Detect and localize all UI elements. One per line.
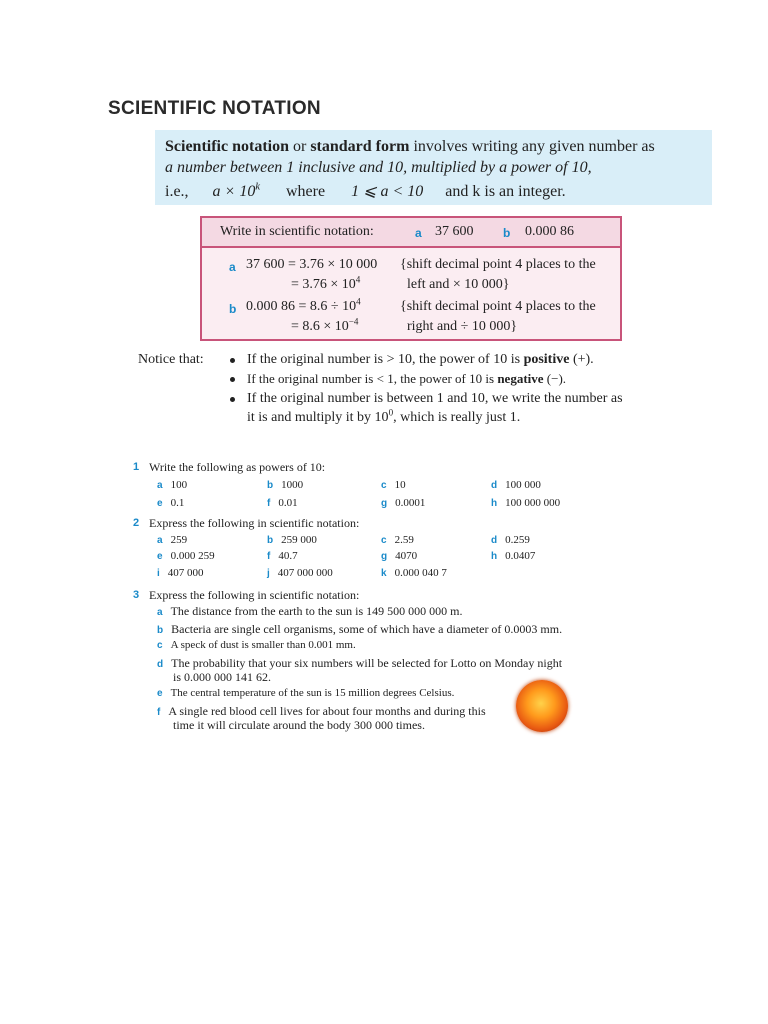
q1-item-a — [157, 479, 187, 491]
item-value: The central temperature of the sun is 15 million degrees Celsius. — [170, 687, 455, 699]
definition-box — [155, 130, 712, 205]
solution-b-exponent: 4 — [356, 296, 361, 307]
q1-item-b — [267, 479, 303, 491]
item-value: A single red blood cell lives for about four months and during this — [168, 704, 486, 718]
solution-a-line1: 37 600 = 3.76 × 10 000 — [246, 257, 378, 272]
question-1-text: Write the following as powers of 10: — [149, 460, 326, 474]
item-value: 100 000 000 — [505, 497, 561, 509]
item-label: h — [491, 551, 498, 562]
item-value: 0.0407 — [505, 550, 536, 562]
q2-item-c — [381, 534, 414, 546]
q1-item-d — [491, 479, 541, 491]
bullet-icon — [230, 358, 235, 363]
item-label: d — [157, 659, 164, 670]
formula-text: a × 10 — [212, 183, 256, 200]
item-value: 100 — [170, 479, 188, 491]
q1-item-g — [381, 497, 425, 509]
item-label: e — [157, 551, 163, 562]
q2-item-a — [157, 534, 187, 546]
q2-item-k — [381, 567, 447, 579]
example-header — [202, 218, 620, 248]
example-body — [202, 248, 620, 339]
item-value: 0.0001 — [395, 497, 426, 509]
item-label: a — [157, 535, 163, 546]
bullet-icon — [230, 377, 235, 382]
notice-text: , which is really just 1. — [393, 410, 521, 425]
notice-text: it is and multiply it by 10 — [247, 410, 389, 425]
q1-item-h — [491, 497, 560, 509]
item-label: h — [491, 498, 498, 509]
solution-label-b: b — [229, 302, 237, 316]
q1-item-f — [267, 497, 298, 509]
q3-item-c — [157, 639, 356, 651]
notice-text: (+). — [569, 352, 594, 367]
solution-a-note2: left and × 10 000} — [407, 277, 510, 292]
solution-b-note1: {shift decimal point 4 places to the — [400, 299, 596, 314]
item-value: 0.259 — [505, 534, 530, 546]
solution-label-a: a — [229, 260, 236, 274]
q3-item-d-line2: is 0.000 000 141 62. — [173, 670, 272, 684]
q2-item-g — [381, 550, 417, 562]
q2-item-i — [157, 567, 204, 579]
item-label: e — [157, 688, 163, 699]
item-value: 4070 — [395, 550, 418, 562]
item-value: 407 000 000 — [277, 567, 333, 579]
example-box — [200, 216, 622, 341]
q2-item-b — [267, 534, 317, 546]
definition-end-text: and k is an integer. — [445, 183, 566, 200]
term-standard-form: standard form — [310, 138, 410, 155]
q2-item-e — [157, 550, 215, 562]
item-value: A speck of dust is smaller than 0.001 mm. — [170, 639, 356, 651]
item-value: 0.000 259 — [170, 550, 215, 562]
solution-b-line1: 0.000 86 = 8.6 ÷ 10 — [246, 299, 357, 314]
item-label: k — [381, 568, 387, 579]
item-label: f — [267, 498, 271, 509]
notice-label: Notice that: — [138, 352, 204, 367]
item-value: 0.1 — [170, 497, 185, 509]
part-label-b: b — [503, 226, 511, 240]
item-label: d — [491, 535, 498, 546]
item-label: f — [267, 551, 271, 562]
term-scientific-notation: Scientific notation — [165, 138, 289, 155]
item-value: 1000 — [281, 479, 304, 491]
bullet-icon — [230, 397, 235, 402]
question-2-text: Express the following in scientific notation: — [149, 516, 360, 530]
notice-text: (−). — [543, 371, 567, 386]
q2-item-d — [491, 534, 530, 546]
definition-text: involves writing any given number as — [409, 138, 655, 155]
item-label: b — [267, 480, 274, 491]
item-value: The distance from the earth to the sun is 149 500 000 000 m. — [170, 604, 463, 618]
item-label: c — [157, 640, 163, 651]
notice-bullet-3-line1: If the original number is between 1 and 10, we write the number as — [247, 391, 623, 406]
notice-bullet-2 — [247, 371, 566, 387]
item-label: f — [157, 707, 161, 718]
condition-text: 1 ⩽ a < 10 — [351, 183, 424, 200]
notice-exponent: 0 — [388, 407, 394, 418]
item-label: i — [157, 568, 160, 579]
solution-b-note2: right and ÷ 10 000} — [407, 319, 518, 334]
item-value: 2.59 — [394, 534, 414, 546]
item-value: 259 000 — [281, 534, 317, 546]
positive-term: positive — [523, 352, 570, 367]
q1-item-e — [157, 497, 184, 509]
solution-b-line2: = 8.6 × 10 — [291, 319, 349, 334]
item-label: g — [381, 551, 388, 562]
item-value: 0.000 040 7 — [394, 567, 447, 579]
part-label-a: a — [415, 226, 422, 240]
item-label: b — [267, 535, 274, 546]
example-value-a: 37 600 — [435, 224, 474, 239]
item-label: e — [157, 498, 163, 509]
item-label: g — [381, 498, 388, 509]
ie-text: i.e., — [165, 183, 189, 200]
definition-line-2 — [165, 159, 592, 177]
item-value: 100 000 — [505, 479, 541, 491]
item-value: 10 — [394, 479, 406, 491]
example-heading: Write in scientific notation: — [220, 224, 374, 239]
q3-item-b — [157, 622, 562, 637]
q3-item-d — [157, 656, 562, 671]
item-label: a — [157, 480, 163, 491]
item-label: d — [491, 480, 498, 491]
item-value: 40.7 — [278, 550, 298, 562]
solution-a-exponent: 4 — [355, 274, 361, 285]
solution-b-exponent-2: −4 — [348, 316, 359, 327]
item-label: j — [267, 568, 270, 579]
item-label: c — [381, 535, 387, 546]
q3-item-f — [157, 704, 486, 719]
q2-item-h — [491, 550, 535, 562]
notice-bullet-1 — [247, 352, 594, 368]
q3-item-f-line2: time it will circulate around the body 300 000 times. — [173, 718, 425, 732]
solution-a-note1: {shift decimal point 4 places to the — [400, 257, 596, 272]
solution-a-line2: = 3.76 × 10 — [291, 277, 356, 292]
question-3-text: Express the following in scientific notation: — [149, 588, 360, 602]
sun-image — [516, 680, 568, 732]
item-value: The probability that your six numbers will be selected for Lotto on Monday night — [171, 656, 563, 670]
item-label: a — [157, 607, 163, 618]
q2-item-f — [267, 550, 298, 562]
item-value: 259 — [170, 534, 188, 546]
question-number-1: 1 — [133, 461, 140, 473]
item-label: b — [157, 625, 164, 636]
negative-term: negative — [497, 371, 544, 386]
definition-italic-text: a number between 1 inclusive and 10, multiplied by a power of 10, — [165, 159, 592, 176]
formula-exponent: k — [255, 181, 260, 193]
item-value: Bacteria are single cell organisms, some of which have a diameter of 0.0003 mm. — [171, 622, 563, 636]
where-text: where — [285, 183, 326, 200]
q2-item-j — [267, 567, 333, 579]
notice-bullet-3-line2 — [247, 407, 521, 426]
q3-item-a — [157, 604, 463, 619]
example-value-b: 0.000 86 — [525, 224, 574, 239]
question-number-2: 2 — [133, 517, 140, 529]
item-value: 407 000 — [167, 567, 204, 579]
q3-item-e — [157, 687, 454, 699]
definition-line-3 — [165, 181, 566, 201]
definition-line-1 — [165, 138, 655, 156]
item-label: c — [381, 480, 387, 491]
item-value: 0.01 — [278, 497, 298, 509]
page-title: SCIENTIFIC NOTATION — [108, 98, 321, 119]
q1-item-c — [381, 479, 406, 491]
notice-text: If the original number is < 1, the power of 10 is — [247, 371, 498, 386]
question-number-3: 3 — [133, 589, 140, 601]
notice-text: If the original number is > 10, the power of 10 is — [247, 352, 524, 367]
definition-text: or — [289, 138, 311, 155]
